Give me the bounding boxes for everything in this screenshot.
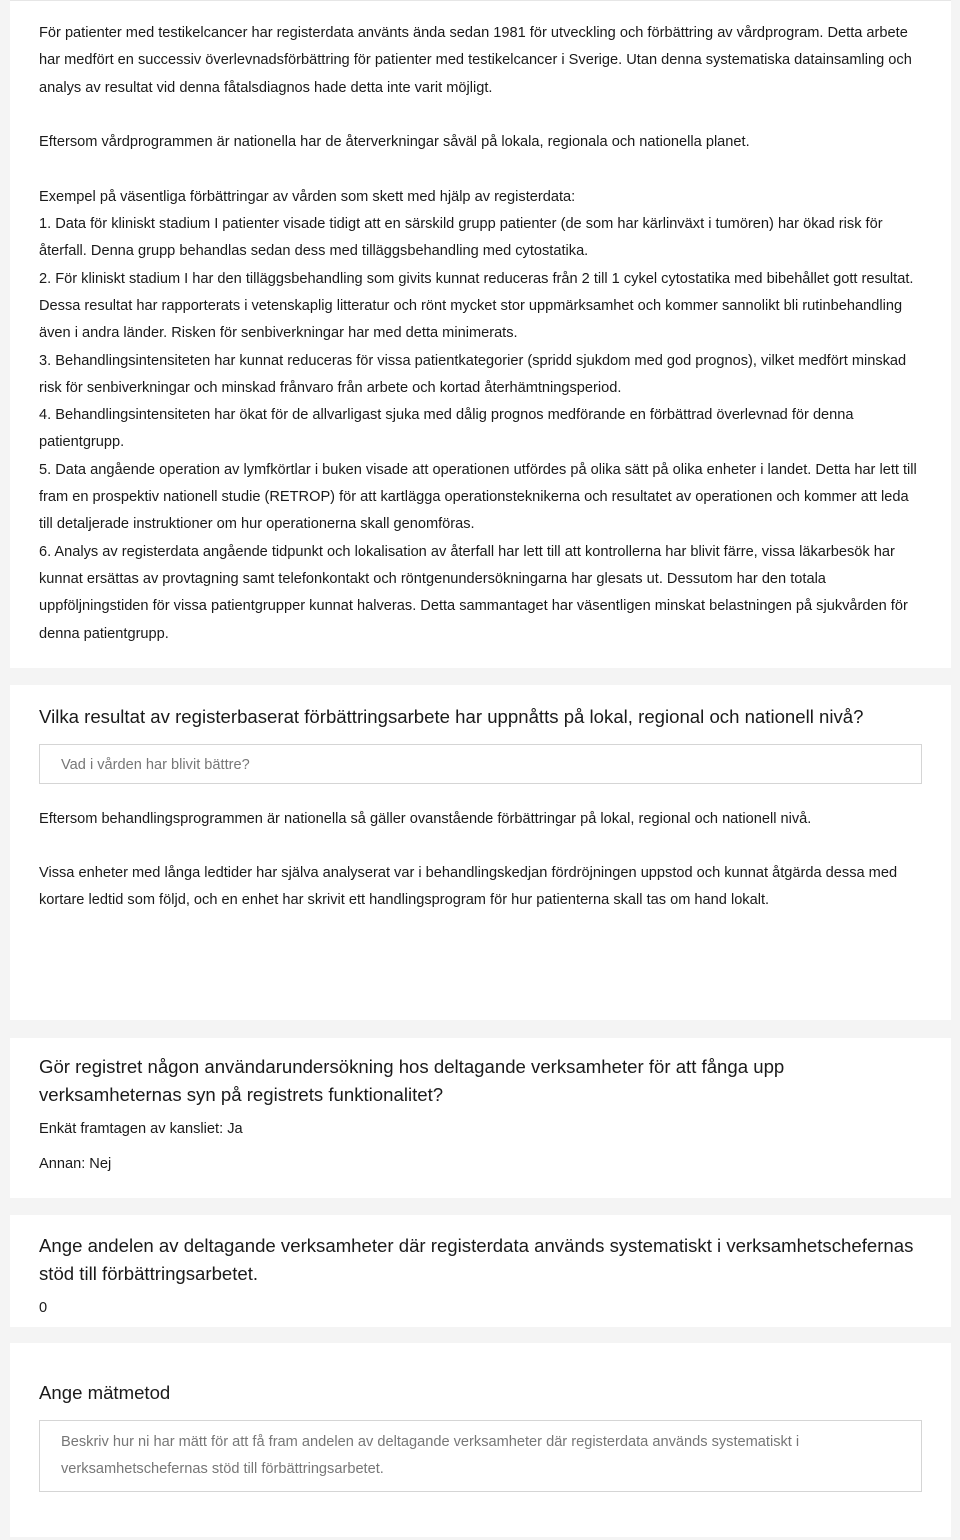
share-value: 0 xyxy=(39,1300,48,1316)
example-item-4: 4. Behandlingsintensiteten har ökat för de allvarligast sjuka med dålig prognos medförande en förbättrad överlevnad för denna patientgrupp. xyxy=(39,407,854,451)
question-title: Ange andelen av deltagande verksamheter där registerdata används systematiskt i verksamhetschefernas stöd till förbättringsarbetet. xyxy=(39,1235,914,1284)
examples-heading: Exempel på väsentliga förbättringar av vården som skett med hjälp av registerdata: xyxy=(39,188,576,205)
example-item-3: 3. Behandlingsintensiteten har kunnat reduceras för vissa patientkategorier (spridd sjukdom med god prognos), vilket medfört minskad risk för senbiverkningar och minskad frånvaro från arbete och kortad återhämtningsperiod. xyxy=(39,352,907,396)
hint-box xyxy=(39,744,922,784)
survey-answer-2: Annan: Nej xyxy=(39,1156,112,1173)
intro-section xyxy=(10,0,951,668)
intro-paragraph-1: För patienter med testikelcancer har registerdata använts ända sedan 1981 för utveckling och förbättring av vårdprogram. Detta arbete har medfört en successiv överlevnadsförbättring för patienter med testikelcancer i Sverige. Utan denna systematiska datainsamling och analys av resultat vid denna fåtalsdiagnos hade detta inte varit möjligt. xyxy=(39,25,912,96)
answer-paragraph-2: Vissa enheter med långa ledtider har själva analyserat var i behandlingskedjan fördröjningen uppstod och kunnat åtgärda dessa med kortare ledtid som följd, och en enhet har skrivit ett handlingsprogram för hur patienterna skall tas om hand lokalt. xyxy=(39,865,898,909)
survey-answer-1: Enkät framtagen av kansliet: Ja xyxy=(39,1121,243,1137)
question-title: Ange mätmetod xyxy=(39,1382,171,1403)
example-item-1: 1. Data för kliniskt stadium I patienter visade tidigt att en särskild grupp patienter (de som har kärlinväxt i tumören) har ökad risk för återfall. Denna grupp behandlas sedan dess med tilläggsbehandling med cytostatika. xyxy=(39,216,883,260)
question-title: Vilka resultat av registerbaserat förbättringsarbete har uppnåtts på lokal, regional och nationell nivå? xyxy=(39,706,864,727)
divider xyxy=(10,0,951,1)
hint-box xyxy=(39,1420,922,1493)
answer-paragraph-1: Eftersom behandlingsprogrammen är nationella så gäller ovanstående förbättringar på lokal, regional och nationell nivå. xyxy=(39,810,812,827)
example-item-2: 2. För kliniskt stadium I har den tilläggsbehandling som givits kunnat reduceras från 2 till 1 cykel cytostatika med bibehållet gott resultat. Dessa resultat har rapporterats i vetenskaplig litteratur och rönt mycket stor uppmärksamhet och kommer sannolikt bli rutinbehandling även i andra länder. Risken för senbiverkningar har med detta minimerats. xyxy=(39,270,914,342)
hint-text: Vad i vården har blivit bättre? xyxy=(61,756,250,773)
example-item-6: 6. Analys av registerdata angående tidpunkt och lokalisation av återfall har lett till att kontrollerna har blivit färre, vissa läkarbesök har kunnat ersättas av provtagning samt telefonkontakt och röntgenundersökningarna har glesats ut. Dessutom har den totala uppföljningstiden för vissa patientgrupper kunnat halveras. Detta sammantaget har väsentligen minskat belastningen på sjukvården för denna patientgrupp. xyxy=(39,543,908,642)
example-item-5: 5. Data angående operation av lymfkörtlar i buken visade att operationen utfördes på olika sätt på olika enheter i landet. Detta har lett till fram en prospektiv nationell studie (RETROP) för att kartlägga operationsteknikerna och resultatet av operationen och kommer att leda till detaljerade instruktioner om hur operationerna skall genomföras. xyxy=(39,461,917,533)
share-question-section xyxy=(10,1215,951,1327)
survey-question-section xyxy=(10,1038,951,1198)
method-question-section xyxy=(10,1343,951,1537)
hint-text: Beskriv hur ni har mätt för att få fram andelen av deltagande verksamheter där registerdata används systematiskt i verksamhetschefernas stöd till förbättringsarbetet. xyxy=(61,1433,800,1477)
results-question-section xyxy=(10,685,951,1020)
intro-paragraph-2: Eftersom vårdprogrammen är nationella har de återverkningar såväl på lokala, regionala och nationella planet. xyxy=(39,134,750,151)
question-title: Gör registret någon användarundersökning hos deltagande verksamheter för att fånga upp verksamheternas syn på registrets funktionalitet? xyxy=(39,1056,785,1105)
